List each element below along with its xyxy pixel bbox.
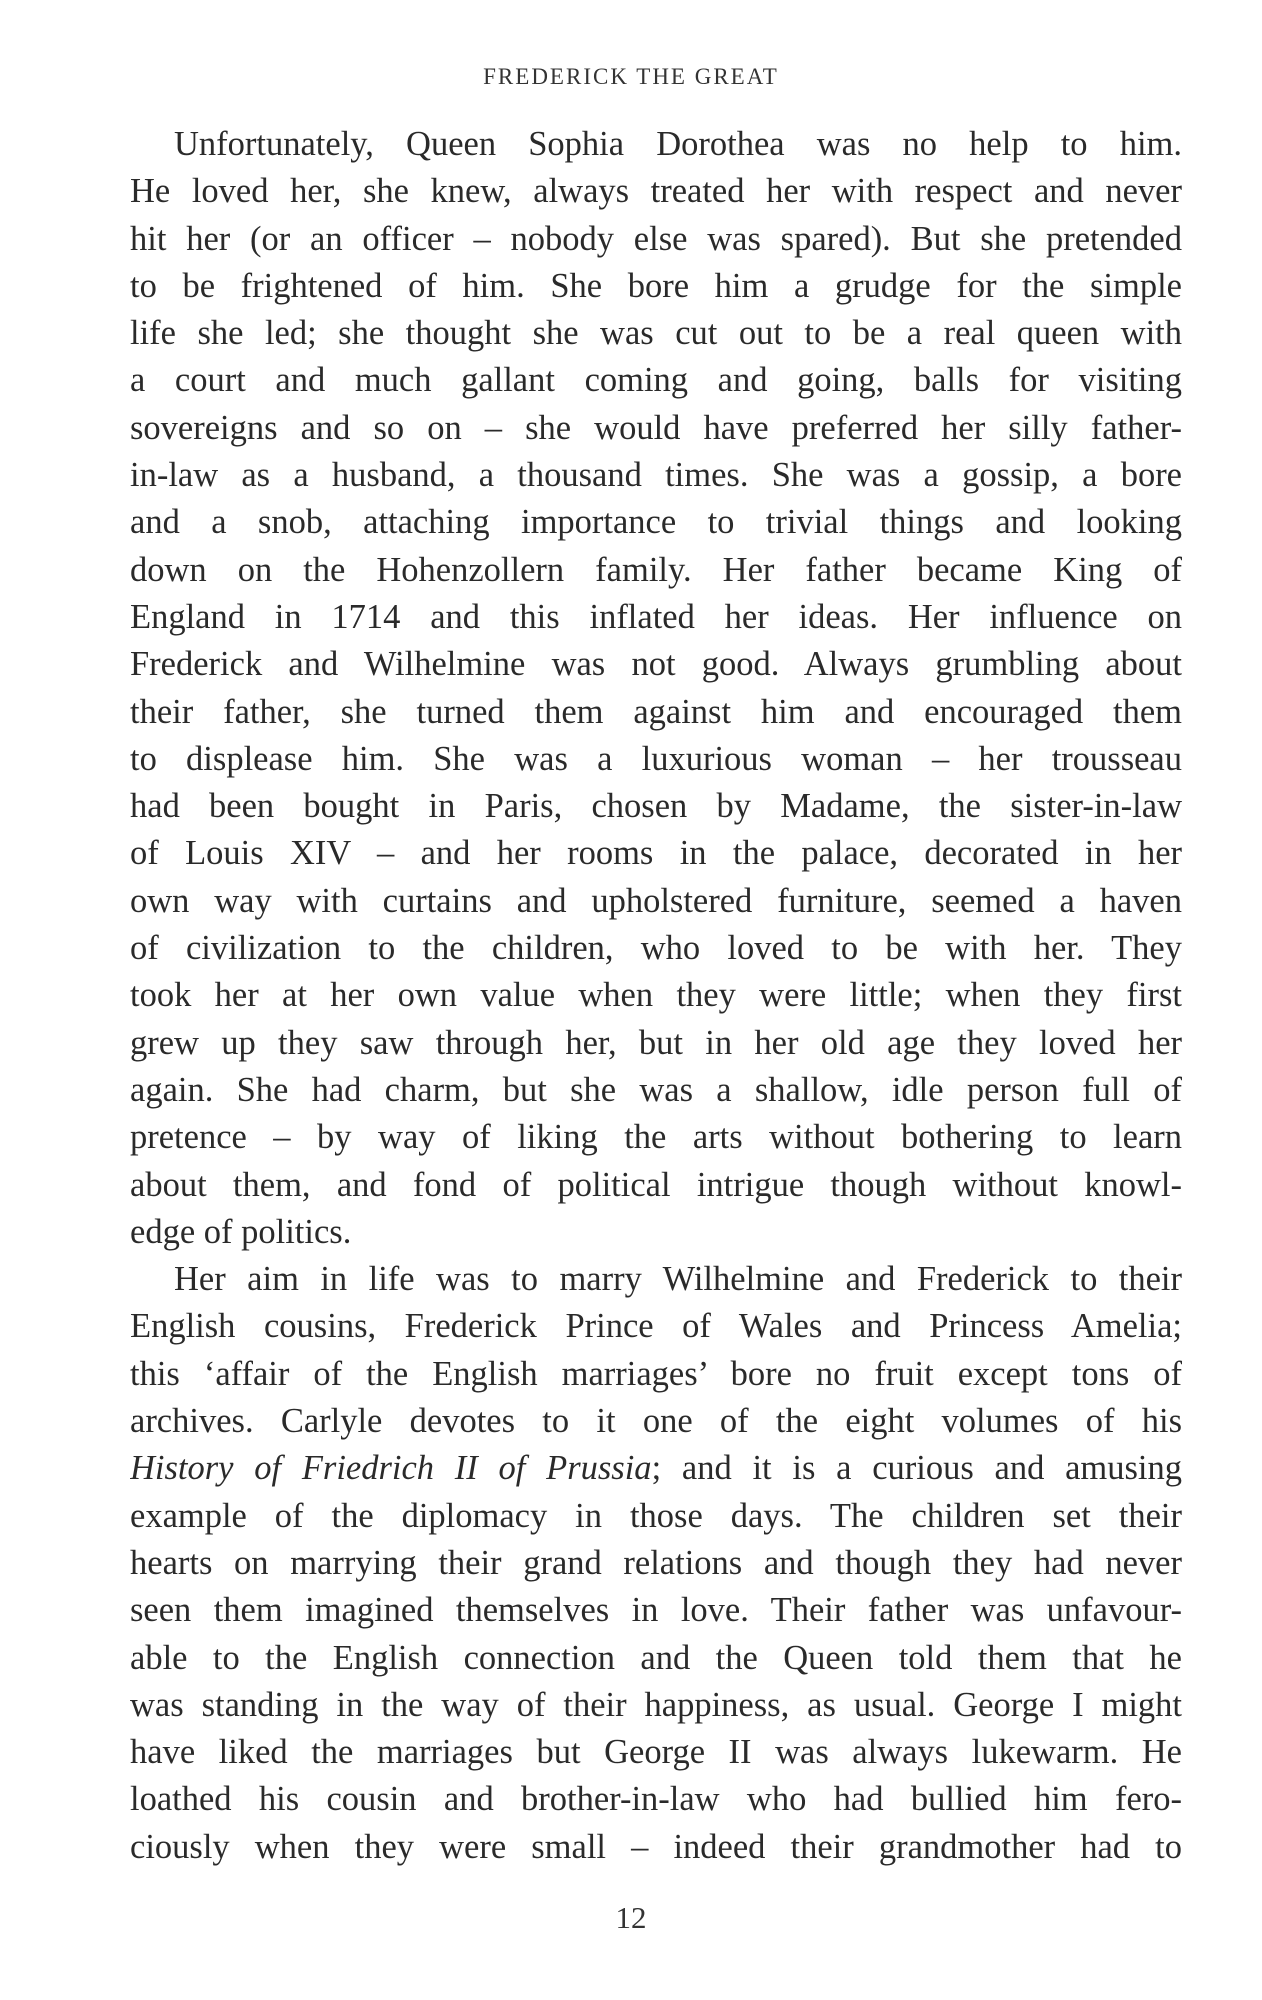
text-line: England in 1714 and this inflated her ideas. Her influence on	[130, 597, 1182, 636]
text-line: their father, she turned them against him and encouraged them	[130, 692, 1182, 731]
running-head: FREDERICK THE GREAT	[483, 64, 779, 89]
book-title: History of Friedrich II of Prussia	[130, 1449, 652, 1488]
text-line: and a snob, attaching importance to trivial things and looking	[130, 503, 1182, 542]
text-line: pretence – by way of liking the arts without bothering to learn	[130, 1118, 1182, 1157]
text-line: in-law as a husband, a thousand times. She was a gossip, a bore	[130, 456, 1182, 495]
text-line: about them, and fond of political intrigue though without knowl-	[130, 1165, 1182, 1204]
text-line: Her aim in life was to marry Wilhelmine and Frederick to their	[174, 1260, 1182, 1299]
text-line: this ‘affair of the English marriages’ bore no fruit except tons of	[130, 1354, 1182, 1393]
text-line: again. She had charm, but she was a shallow, idle person full of	[130, 1070, 1182, 1109]
body-text	[130, 121, 1182, 1871]
text-line: took her at her own value when they were little; when they first	[130, 976, 1182, 1015]
text-line: have liked the marriages but George II was always lukewarm. He	[130, 1733, 1182, 1772]
text-line: English cousins, Frederick Prince of Wales and Princess Amelia;	[130, 1307, 1182, 1346]
text-line: a court and much gallant coming and going, balls for visiting	[130, 361, 1182, 400]
text-line: hit her (or an officer – nobody else was spared). But she pretended	[130, 219, 1182, 258]
text-line: He loved her, she knew, always treated her with respect and never	[130, 172, 1182, 211]
text-line: own way with curtains and upholstered furniture, seemed a haven	[130, 881, 1182, 920]
text-line: Unfortunately, Queen Sophia Dorothea was no help to him.	[174, 125, 1182, 163]
text-line: of Louis XIV – and her rooms in the palace, decorated in her	[130, 834, 1182, 873]
text-line: hearts on marrying their grand relations and though they had never	[130, 1543, 1182, 1582]
text-line: archives. Carlyle devotes to it one of the eight volumes of his	[130, 1402, 1182, 1441]
text-line: to be frightened of him. She bore him a grudge for the simple	[130, 266, 1182, 305]
page-number: 12	[615, 1900, 647, 1935]
text-line: grew up they saw through her, but in her old age they loved her	[130, 1023, 1182, 1062]
text-line: was standing in the way of their happiness, as usual. George I might	[130, 1685, 1182, 1724]
text-fragment: ; and it is a curious and amusing	[651, 1449, 1182, 1488]
text-line: life she led; she thought she was cut out to be a real queen with	[130, 314, 1182, 353]
text-line: to displease him. She was a luxurious woman – her trousseau	[130, 739, 1182, 778]
text-line: ciously when they were small – indeed their grandmother had to	[130, 1827, 1182, 1866]
text-line: example of the diplomacy in those days. The children set their	[130, 1496, 1182, 1535]
text-line: loathed his cousin and brother-in-law who had bullied him fero-	[130, 1780, 1182, 1819]
text-line: sovereigns and so on – she would have preferred her silly father-	[130, 408, 1182, 447]
text-line: able to the English connection and the Queen told them that he	[130, 1638, 1182, 1677]
text-line: had been bought in Paris, chosen by Madame, the sister-in-law	[130, 787, 1182, 826]
text-line-with-title	[130, 1445, 1182, 1492]
text-line: seen them imagined themselves in love. Their father was unfavour-	[130, 1591, 1182, 1630]
text-line: down on the Hohenzollern family. Her father became King of	[130, 550, 1182, 589]
text-line: edge of politics.	[130, 1212, 352, 1251]
text-line: of civilization to the children, who loved to be with her. They	[130, 929, 1182, 968]
text-line: Frederick and Wilhelmine was not good. Always grumbling about	[130, 645, 1182, 684]
paragraph-2	[130, 1256, 1182, 1871]
paragraph-1	[130, 121, 1182, 1256]
